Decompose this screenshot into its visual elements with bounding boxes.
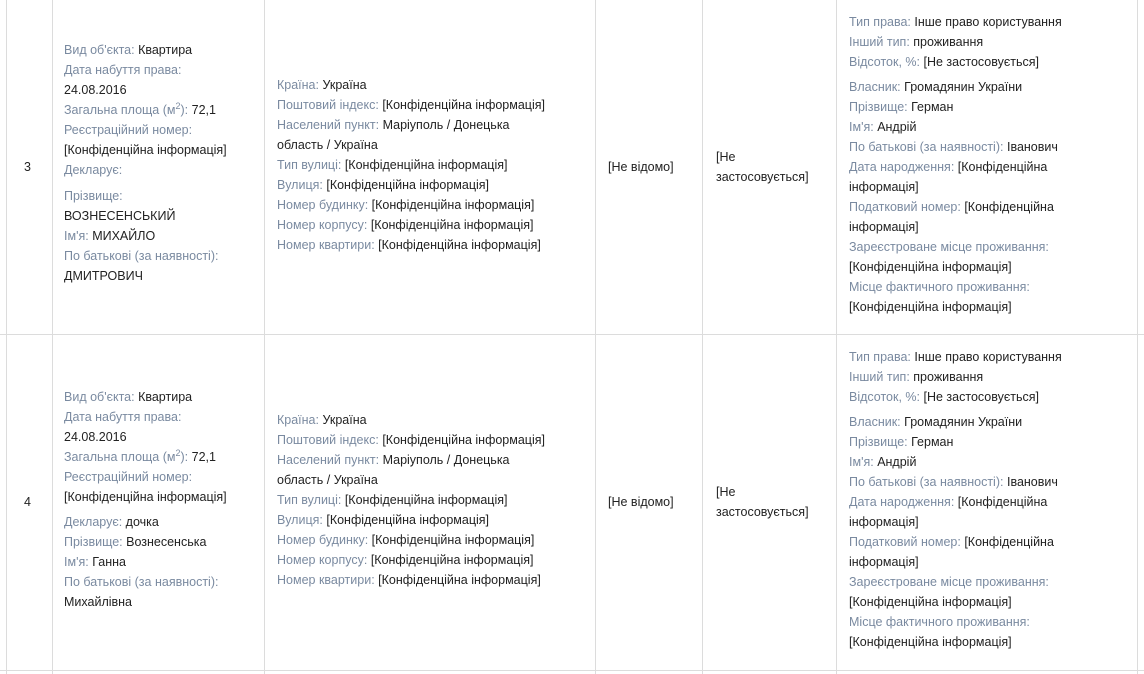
name-label: Ім'я:: [64, 229, 89, 243]
apartment-label: Номер квартири:: [277, 238, 375, 252]
right-type-label: Тип права:: [849, 350, 911, 364]
col-divider: [264, 0, 265, 674]
locality-label: Населений пункт:: [277, 118, 380, 132]
row-divider: [0, 334, 1144, 335]
block-value: [Конфіденційна інформація]: [370, 218, 534, 232]
country-label: Країна:: [277, 78, 319, 92]
col-divider: [702, 0, 703, 674]
owner-name-value: Андрій: [877, 120, 917, 134]
street-label: Вулиця:: [277, 178, 323, 192]
other-type-value: проживання: [913, 35, 984, 49]
name-value: Ганна: [92, 555, 126, 569]
acquisition-date-value: 24.08.2016: [64, 83, 127, 97]
owner-patronymic-value: Іванович: [1006, 140, 1058, 154]
tax-number-value: [Конфіденційна: [964, 200, 1054, 214]
applies-value: [Не застосовується]: [716, 485, 809, 519]
apartment-value: [Конфіденційна інформація]: [378, 238, 541, 252]
building-label: Номер будинку:: [277, 198, 369, 212]
registered-place-value: [Конфіденційна інформація]: [849, 260, 1012, 274]
birth-date-value: [Конфіденційна: [957, 495, 1048, 509]
actual-place-label: Місце фактичного проживання:: [849, 615, 1030, 629]
owner-value: Громадянин України: [904, 80, 1023, 94]
tax-number-label: Податковий номер:: [849, 535, 961, 549]
right-type-value: Інше право користування: [914, 15, 1062, 29]
birth-date-label: Дата народження:: [849, 160, 955, 174]
name-value: МИХАЙЛО: [92, 229, 156, 243]
street-type-label: Тип вулиці:: [277, 493, 342, 507]
owner-surname-label: Прізвище:: [849, 435, 908, 449]
registration-number-value: [Конфіденційна інформація]: [64, 490, 227, 504]
object-cell: [64, 40, 260, 286]
cost-value: [Не відомо]: [608, 495, 674, 509]
area-label: Загальна площа $(м^2)$:: [64, 447, 189, 464]
acquisition-date-label: Дата набуття права:: [64, 410, 182, 424]
right-type-value: Інше право користування: [914, 350, 1062, 364]
declarant-label: Декларує:: [64, 515, 123, 529]
block-label: Номер корпусу:: [277, 218, 368, 232]
postcode-value: [Конфіденційна інформація]: [382, 433, 545, 447]
area-value: 72,1: [191, 103, 216, 117]
percent-value: [Не застосовується]: [923, 390, 1039, 404]
object-type-label: Вид об'єкта:: [64, 390, 135, 404]
country-value: Україна: [322, 78, 367, 92]
locality-label: Населений пункт:: [277, 453, 380, 467]
applies-value: [Не застосовується]: [716, 150, 809, 184]
owner-surname-label: Прізвище:: [849, 100, 908, 114]
street-type-value: [Конфіденційна інформація]: [344, 158, 508, 172]
country-label: Країна:: [277, 413, 319, 427]
country-value: Україна: [322, 413, 367, 427]
name-label: Ім'я:: [64, 555, 89, 569]
rights-cell: [849, 347, 1135, 652]
building-value: [Конфіденційна інформація]: [371, 533, 535, 547]
percent-label: Відсоток, %:: [849, 55, 921, 69]
actual-place-value: [Конфіденційна інформація]: [849, 635, 1012, 649]
apartment-label: Номер квартири:: [277, 573, 375, 587]
surname-label: Прізвище:: [64, 535, 123, 549]
percent-label: Відсоток, %:: [849, 390, 921, 404]
surname-label: Прізвище:: [64, 189, 123, 203]
owner-name-label: Ім'я:: [849, 120, 874, 134]
tax-number-value: [Конфіденційна: [964, 535, 1054, 549]
owner-value: Громадянин України: [904, 415, 1023, 429]
surname-value: ВОЗНЕСЕНСЬКИЙ: [64, 209, 176, 223]
col-divider: [6, 0, 7, 674]
birth-date-label: Дата народження:: [849, 495, 955, 509]
postcode-label: Поштовий індекс:: [277, 98, 379, 112]
col-divider: [595, 0, 596, 674]
declarant-label: Декларує:: [64, 163, 123, 177]
tax-number-value-cont: інформація]: [849, 220, 919, 234]
col-divider: [836, 0, 837, 674]
street-value: [Конфіденційна інформація]: [326, 513, 490, 527]
address-cell: [277, 75, 593, 255]
birth-date-value: [Конфіденційна: [957, 160, 1048, 174]
registered-place-label: Зареєстроване місце проживання:: [849, 575, 1049, 589]
postcode-value: [Конфіденційна інформація]: [382, 98, 545, 112]
building-label: Номер будинку:: [277, 533, 369, 547]
street-type-label: Тип вулиці:: [277, 158, 342, 172]
other-type-value: проживання: [913, 370, 984, 384]
apartment-value: [Конфіденційна інформація]: [378, 573, 541, 587]
owner-name-value: Андрій: [877, 455, 917, 469]
object-cell: [64, 387, 260, 612]
object-type-value: Квартира: [138, 43, 193, 57]
actual-place-value: [Конфіденційна інформація]: [849, 300, 1012, 314]
street-type-value: [Конфіденційна інформація]: [344, 493, 508, 507]
area-label: Загальна площа $(м^2)$:: [64, 100, 189, 117]
owner-label: Власник:: [849, 415, 901, 429]
owner-name-label: Ім'я:: [849, 455, 874, 469]
surname-value: Вознесенська: [126, 535, 207, 549]
registration-number-label: Реєстраційний номер:: [64, 470, 193, 484]
registered-place-label: Зареєстроване місце проживання:: [849, 240, 1049, 254]
area-value: 72,1: [191, 450, 216, 464]
locality-value-cont: область / Україна: [277, 473, 378, 487]
address-cell: [277, 410, 593, 590]
patronymic-value: ДМИТРОВИЧ: [64, 269, 143, 283]
declarant-value: дочка: [125, 515, 159, 529]
registration-number-value: [Конфіденційна інформація]: [64, 143, 227, 157]
owner-surname-value: Герман: [911, 435, 954, 449]
building-value: [Конфіденційна інформація]: [371, 198, 535, 212]
patronymic-label: По батькові (за наявності):: [64, 575, 219, 589]
birth-date-value-cont: інформація]: [849, 515, 919, 529]
other-type-label: Інший тип:: [849, 35, 910, 49]
acquisition-date-label: Дата набуття права:: [64, 63, 182, 77]
actual-place-label: Місце фактичного проживання:: [849, 280, 1030, 294]
locality-value-cont: область / Україна: [277, 138, 378, 152]
block-label: Номер корпусу:: [277, 553, 368, 567]
owner-surname-value: Герман: [911, 100, 954, 114]
percent-value: [Не застосовується]: [923, 55, 1039, 69]
patronymic-label: По батькові (за наявності):: [64, 249, 219, 263]
postcode-label: Поштовий індекс:: [277, 433, 379, 447]
locality-value: Маріуполь / Донецька: [382, 453, 510, 467]
cost-value: [Не відомо]: [608, 160, 674, 174]
owner-patronymic-label: По батькові (за наявності):: [849, 475, 1004, 489]
registration-number-label: Реєстраційний номер:: [64, 123, 193, 137]
row-number: 3: [24, 160, 31, 174]
tax-number-label: Податковий номер:: [849, 200, 961, 214]
object-type-label: Вид об'єкта:: [64, 43, 135, 57]
locality-value: Маріуполь / Донецька: [382, 118, 510, 132]
block-value: [Конфіденційна інформація]: [370, 553, 534, 567]
right-type-label: Тип права:: [849, 15, 911, 29]
other-type-label: Інший тип:: [849, 370, 910, 384]
rights-cell: [849, 12, 1135, 317]
acquisition-date-value: 24.08.2016: [64, 430, 127, 444]
col-divider: [52, 0, 53, 674]
col-divider: [1137, 0, 1138, 674]
registered-place-value: [Конфіденційна інформація]: [849, 595, 1012, 609]
row-divider: [0, 670, 1144, 671]
object-type-value: Квартира: [138, 390, 193, 404]
street-value: [Конфіденційна інформація]: [326, 178, 490, 192]
patronymic-value: Михайлівна: [64, 595, 133, 609]
street-label: Вулиця:: [277, 513, 323, 527]
birth-date-value-cont: інформація]: [849, 180, 919, 194]
row-number: 4: [24, 495, 31, 509]
owner-label: Власник:: [849, 80, 901, 94]
owner-patronymic-value: Іванович: [1006, 475, 1058, 489]
owner-patronymic-label: По батькові (за наявності):: [849, 140, 1004, 154]
tax-number-value-cont: інформація]: [849, 555, 919, 569]
